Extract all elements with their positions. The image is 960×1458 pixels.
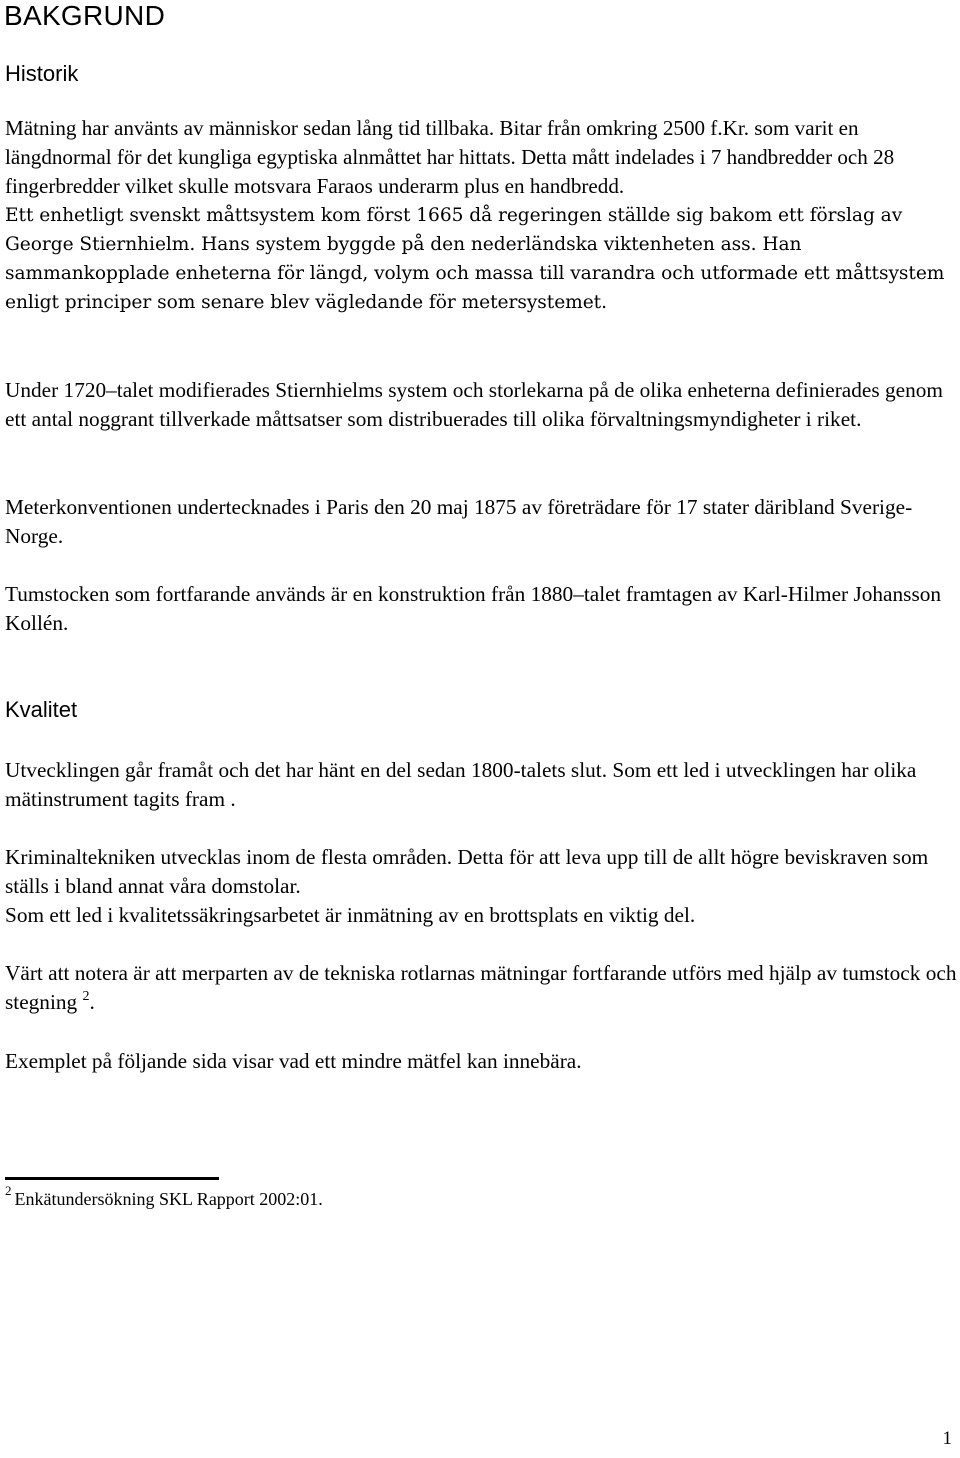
section-heading-historik: Historik — [5, 61, 79, 86]
footnote-text: Enkätundersökning SKL Rapport 2002:01. — [14, 1189, 323, 1209]
paragraph-kvalitet-4: Exemplet på följande sida visar vad ett mindre mätfel kan innebära. — [5, 1049, 582, 1073]
paragraph-kvalitet-1: Utvecklingen går framåt och det har hänt en del sedan 1800-talets slut. Som ett led i utvecklingen har olika mätinstrument tagits fram . — [5, 758, 917, 811]
paragraph-historik-2: Ett enhetligt svenskt måttsystem kom först 1665 då regeringen ställde sig bakom ett förslag av George Stiernhielm. Hans system byggde på den nederländska viktenheten ass. Han sammankopplade enheterna för längd, volym och massa till varandra och utformade ett måttsystem enligt principer som senare blev vägledande för metersystemet. — [5, 205, 945, 313]
paragraph-kvalitet-2b: Som ett led i kvalitetssäkringsarbetet är inmätning av en brottsplats en viktig del. — [5, 903, 696, 927]
footnote — [5, 1183, 323, 1210]
footnote-reference: 2 — [82, 989, 90, 1004]
page-title: BAKGRUND — [4, 0, 166, 31]
paragraph-kvalitet-3 — [5, 959, 957, 1020]
paragraph-kvalitet-2a: Kriminaltekniken utvecklas inom de flesta områden. Detta för att leva upp till de allt högre beviskraven som ställs i bland annat våra domstolar. — [5, 845, 929, 898]
section-heading-kvalitet: Kvalitet — [5, 697, 78, 722]
paragraph-historik-4: Meterkonventionen undertecknades i Paris den 20 maj 1875 av företrädare för 17 stater däribland Sverige-Norge. — [5, 495, 913, 548]
paragraph-historik-3: Under 1720–talet modifierades Stiernhielms system och storlekarna på de olika enheterna definierades genom ett antal noggrant tillverkade måttsatser som distribuerades till olika förvaltningsmyndigheter i riket. — [5, 378, 943, 431]
paragraph-historik-1: Mätning har använts av människor sedan lång tid tillbaka. Bitar från omkring 2500 f.Kr. som varit en längdnormal för det kungliga egyptiska alnmåttet har hittats. Detta mått indelades i 7 handbredder och 28 fingerbredder vilket skulle motsvara Faraos underarm plus en handbredd. — [5, 116, 895, 198]
paragraph-kvalitet-3-text: Värt att notera är att merparten av de tekniska rotlarnas mätningar fortfarande utförs med hjälp av tumstock och stegning — [5, 961, 957, 1014]
paragraph-kvalitet-3-end: . — [89, 990, 95, 1014]
footnote-number: 2 — [5, 1183, 12, 1198]
page-number: 1 — [942, 1428, 952, 1449]
paragraph-historik-5: Tumstocken som fortfarande används är en konstruktion från 1880–talet framtagen av Karl-Hilmer Johansson Kollén. — [5, 582, 942, 635]
footnote-separator — [5, 1177, 219, 1180]
